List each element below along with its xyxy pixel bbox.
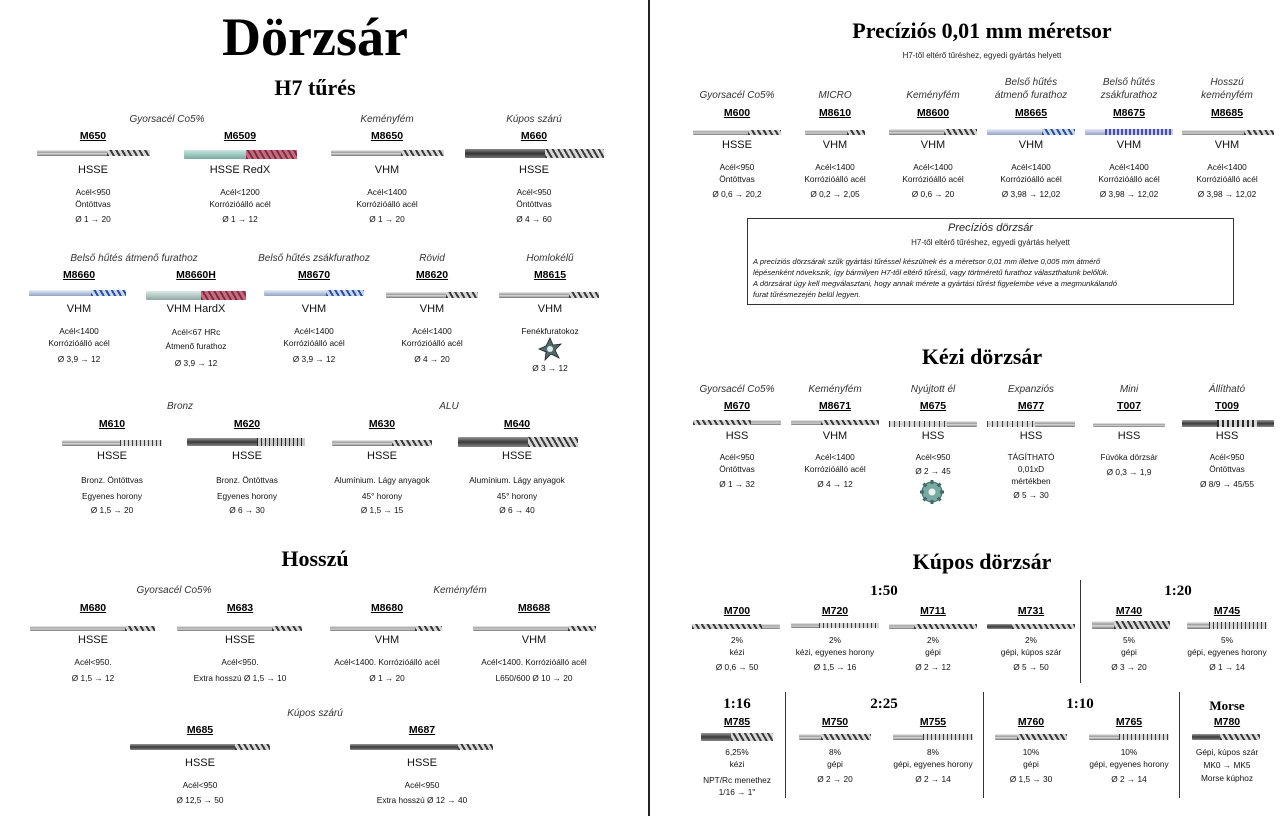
- description: 2% gépi, kúpos szár: [1000, 635, 1062, 657]
- description: Bronz. Öntöttvas Egyenes horony: [216, 475, 278, 501]
- material-label: VHM: [374, 634, 400, 646]
- diameter-range: Ø 12,5 → 50: [176, 795, 224, 805]
- material-label: HSSE: [367, 450, 397, 462]
- ratio-1-20: 1:20: [1164, 583, 1192, 599]
- reamer-image: [987, 129, 1075, 135]
- hand-reamer-heading: Kézi dörzsár: [921, 344, 1043, 369]
- category-label: Kúpos szárú: [506, 114, 562, 125]
- reamer-image: [332, 440, 432, 446]
- gear-icon: [918, 479, 946, 505]
- description: 10% gépi: [1022, 747, 1040, 769]
- product-code-m8685[interactable]: M8685: [1210, 107, 1244, 119]
- product-code-m640[interactable]: M640: [503, 418, 531, 430]
- material-label: HSSE: [232, 450, 262, 462]
- product-code-m765[interactable]: M765: [1115, 716, 1143, 728]
- material-label: HSS: [1019, 430, 1043, 442]
- description: TÁGÍTHATÓ 0,01xD mértékben: [1007, 452, 1055, 486]
- diameter-range: Ø 3,98 → 12,02: [1197, 189, 1257, 199]
- description: Acél<950.: [74, 657, 112, 667]
- diameter-range: L650/600 Ø 10 → 20: [495, 673, 573, 683]
- product-code-m683[interactable]: M683: [226, 602, 254, 614]
- reamer-image: [1182, 420, 1274, 427]
- category-label: MICRO: [818, 90, 852, 101]
- taper-reamer-heading: Kúpos dörzsár: [912, 549, 1052, 574]
- description: Acél<1400 Korrózióálló acél: [804, 162, 866, 184]
- product-code-m8670[interactable]: M8670: [297, 269, 331, 281]
- description: Acél<1400 Korrózióálló acél: [1000, 162, 1062, 184]
- reamer-image: [465, 149, 604, 158]
- diameter-range: Ø 3 → 12: [532, 363, 568, 373]
- category-label: Hosszú keményfém: [1201, 77, 1253, 101]
- description: 5% gépi: [1121, 635, 1137, 657]
- note-title: Precíziós dörzsár: [948, 222, 1033, 234]
- reamer-image: [177, 626, 302, 631]
- diameter-range: Ø 4 → 20: [414, 354, 450, 364]
- reamer-image: [37, 150, 150, 156]
- category-label: Belső hűtés zsákfurathoz: [1100, 77, 1158, 101]
- precision-subtitle: H7-től eltérő tűréshez, egyedi gyártás helyett: [902, 51, 1062, 60]
- description: 8% gépi, egyenes horony: [893, 747, 973, 769]
- material-label: HSSE: [225, 634, 255, 646]
- reamer-image: [473, 626, 596, 631]
- page-title: Dörzsár: [222, 7, 408, 67]
- description: Acél<950 Öntöttvas: [719, 452, 755, 474]
- reamer-image: [146, 291, 246, 300]
- taper-reamer-image: [1092, 621, 1170, 629]
- category-label: Kúpos szárú: [287, 708, 343, 719]
- category-label: Állítható: [1208, 384, 1246, 395]
- note-text: A precíziós dörzsárak szűk gyártási tűréssel készülnek és a méretsor 0,01 mm illetve 0,005 mm átmérő lépésenként növekszik, így bármilyen H7-től eltérő tűrésű, vagy törtméretű furathoz választhatunk belőlük. A dörzsárat úgy kell megválasztani, hogy annak mérete a gyártási tűrést figyelembe véve a megmunkálandó furat tűrésmezején belül legyen.: [753, 257, 1117, 299]
- product-code-m685[interactable]: M685: [186, 724, 214, 736]
- category-label: Belső hűtés átmenő furathoz: [994, 77, 1068, 101]
- material-label: VHM: [1214, 139, 1240, 151]
- product-code-m8660h[interactable]: M8660H: [176, 269, 216, 281]
- product-code-m670[interactable]: M670: [723, 400, 751, 412]
- reamer-image: [331, 150, 444, 156]
- material-label: VHM: [822, 430, 848, 442]
- diameter-range: Ø 1,5 → 20: [90, 505, 134, 515]
- category-label: Gyorsacél Co5%: [136, 585, 212, 596]
- product-code-m630[interactable]: M630: [368, 418, 396, 430]
- product-code-m731[interactable]: M731: [1017, 605, 1045, 617]
- diameter-range: Ø 1,5 → 16: [813, 662, 857, 672]
- product-code-m600[interactable]: M600: [723, 107, 751, 119]
- material-label: VHM: [537, 303, 563, 315]
- category-label: Expanziós: [1007, 384, 1055, 395]
- end-cutting-star-icon: [537, 337, 563, 361]
- category-label: Keményfém: [906, 90, 960, 101]
- diameter-range: Ø 5 → 30: [1013, 490, 1049, 500]
- reamer-image: [889, 421, 977, 427]
- description: 5% gépi, egyenes horony: [1187, 635, 1267, 657]
- product-code-m8610[interactable]: M8610: [818, 107, 852, 119]
- description: Alumínium. Lágy anyagok 45° horony: [469, 475, 565, 501]
- diameter-range: Ø 2 → 45: [915, 466, 951, 476]
- description: Acél<1200 Korrózióálló acél: [209, 187, 271, 209]
- description: Acél<1400. Korrózióálló acél: [334, 657, 440, 667]
- ratio-morse: Morse: [1209, 698, 1245, 713]
- taper-reamer-image: [893, 734, 973, 740]
- ratio-2-25: 2:25: [870, 696, 898, 712]
- diameter-range: Ø 0,6 → 50: [715, 662, 759, 672]
- material-label: VHM HardX: [166, 303, 226, 315]
- product-code-m755[interactable]: M755: [919, 716, 947, 728]
- category-label: Nyújtott él: [910, 384, 956, 395]
- product-code-m760[interactable]: M760: [1017, 716, 1045, 728]
- description: 6,25% kézi: [725, 747, 749, 769]
- diameter-range: Ø 0,2 → 2,05: [810, 189, 860, 199]
- product-code-m711[interactable]: M711: [920, 605, 946, 617]
- reamer-image: [386, 292, 478, 298]
- diameter-range: Extra hosszú Ø 1,5 → 10: [193, 673, 287, 683]
- taper-reamer-image: [1192, 734, 1260, 740]
- material-label: HSSE: [78, 164, 108, 176]
- long-heading: Hosszú: [281, 546, 349, 571]
- diameter-range: Ø 3,9 → 12: [292, 354, 336, 364]
- product-code-m785[interactable]: M785: [723, 716, 751, 728]
- reamer-image: [62, 440, 162, 446]
- product-code-m8660[interactable]: M8660: [62, 269, 96, 281]
- diameter-range: Ø 3,9 → 12: [174, 358, 218, 368]
- description: 8% gépi: [827, 747, 843, 769]
- description: Acél<1400 Korrózióálló acél: [401, 326, 463, 348]
- reamer-image: [1085, 129, 1173, 135]
- reamer-image: [184, 150, 297, 159]
- diameter-range: Extra hosszú Ø 12 → 40: [376, 795, 468, 805]
- reamer-image: [330, 626, 442, 631]
- diameter-range: Ø 0,6 → 20: [911, 189, 955, 199]
- taper-reamer-image: [995, 734, 1067, 740]
- product-code-m740[interactable]: M740: [1115, 605, 1143, 617]
- description: Acél<1400 Korrózióálló acél: [902, 162, 964, 184]
- diameter-range: Ø 0,6 → 20,2: [712, 189, 762, 199]
- material-label: HSSE: [407, 757, 437, 769]
- description: 2% kézi, egyenes horony: [795, 635, 875, 657]
- diameter-range: Ø 3,98 → 12,02: [1099, 189, 1159, 199]
- product-code-m8600[interactable]: M8600: [916, 107, 950, 119]
- description: Acél<1400. Korrózióálló acél: [481, 657, 587, 667]
- taper-reamer-image: [692, 624, 780, 629]
- product-code-m780[interactable]: M780: [1213, 716, 1241, 728]
- product-code-t007[interactable]: T007: [1117, 400, 1141, 412]
- description: Acél<67 HRc Átmenő furathoz: [165, 327, 227, 351]
- description: Fenékfuratokoz: [521, 326, 579, 336]
- product-code-m610[interactable]: M610: [98, 418, 126, 430]
- h7-heading: H7 tűrés: [274, 75, 356, 100]
- category-label: Keményfém: [808, 384, 862, 395]
- reamer-image: [458, 437, 578, 447]
- material-label: VHM: [419, 303, 445, 315]
- diameter-range: Ø 6 → 30: [229, 505, 265, 515]
- category-label: Keményfém: [433, 585, 487, 596]
- diameter-range: Ø 1 → 12: [222, 214, 258, 224]
- product-code-m675[interactable]: M675: [919, 400, 947, 412]
- category-label: Belső hűtés zsákfurathoz: [258, 253, 370, 264]
- reamer-image: [791, 420, 879, 425]
- diameter-range: Ø 1 → 20: [75, 214, 111, 224]
- product-code-m8665[interactable]: M8665: [1014, 107, 1048, 119]
- category-label: Mini: [1119, 384, 1139, 395]
- diameter-range: Ø 8/9 → 45/55: [1200, 479, 1254, 489]
- diameter-range: Ø 1,5 → 30: [1009, 774, 1053, 784]
- reamer-image: [499, 292, 599, 298]
- description: Acél<950 Öntöttvas: [75, 187, 111, 209]
- diameter-range: Ø 2 → 12: [915, 662, 951, 672]
- reamer-image: [29, 290, 126, 296]
- material-label: HSS: [1117, 430, 1141, 442]
- description: Acél<950: [404, 780, 440, 790]
- description: Alumínium. Lágy anyagok 45° horony: [334, 475, 430, 501]
- material-label: HSSE RedX: [209, 164, 271, 176]
- material-label: VHM: [822, 139, 848, 151]
- diameter-range: Ø 3 → 20: [1111, 662, 1147, 672]
- reamer-image: [350, 744, 493, 750]
- diameter-range: Ø 1,5 → 12: [71, 673, 115, 683]
- reamer-image: [889, 129, 977, 135]
- category-label: Gyorsacél Co5%: [699, 384, 775, 395]
- reamer-image: [805, 130, 865, 135]
- description: Acél<950: [915, 452, 951, 462]
- product-code-m700[interactable]: M700: [723, 605, 751, 617]
- material-label: HSSE: [97, 450, 127, 462]
- product-code-m6509[interactable]: M6509: [223, 130, 257, 142]
- product-code-m8680[interactable]: M8680: [370, 602, 404, 614]
- description: Acél<1400 Korrózióálló acél: [48, 326, 110, 348]
- material-label: VHM: [920, 139, 946, 151]
- description: Acél<1400 Korrózióálló acél: [283, 326, 345, 348]
- material-label: VHM: [521, 634, 547, 646]
- page-divider: [648, 0, 650, 816]
- product-code-t009[interactable]: T009: [1215, 400, 1239, 412]
- reamer-image: [264, 290, 364, 296]
- description: Fúvóka dörzsár: [1100, 452, 1158, 462]
- diameter-range: Ø 2 → 14: [915, 774, 951, 784]
- ratio-1-10: 1:10: [1066, 696, 1094, 712]
- reamer-image: [693, 420, 781, 425]
- diameter-range: Ø 2 → 14: [1111, 774, 1147, 784]
- diameter-range: Ø 6 → 40: [499, 505, 535, 515]
- taper-reamer-image: [701, 733, 773, 741]
- material-label: VHM: [374, 164, 400, 176]
- diameter-range: Ø 4 → 12: [817, 479, 853, 489]
- ratio-1-50: 1:50: [870, 583, 898, 599]
- description: Acél<950 Öntöttvas: [719, 162, 755, 184]
- diameter-range: Ø 5 → 50: [1013, 662, 1049, 672]
- note-subtitle: H7-től eltérő tűréshez, egyedi gyártás helyett: [911, 238, 1070, 247]
- taper-reamer-image: [1089, 734, 1169, 740]
- product-code-m680[interactable]: M680: [79, 602, 107, 614]
- product-code-m720[interactable]: M720: [821, 605, 849, 617]
- diameter-range: Ø 1 → 14: [1209, 662, 1245, 672]
- material-label: VHM: [1018, 139, 1044, 151]
- reamer-image: [1182, 130, 1274, 135]
- product-code-m750[interactable]: M750: [821, 716, 849, 728]
- product-code-m8650[interactable]: M8650: [370, 130, 404, 142]
- taper-reamer-image: [1187, 622, 1267, 629]
- material-label: VHM: [66, 303, 92, 315]
- diameter-range: Ø 1 → 20: [369, 673, 405, 683]
- reamer-image: [987, 421, 1075, 427]
- diameter-range: Ø 4 → 60: [516, 214, 552, 224]
- category-label: Homlokélű: [526, 253, 574, 264]
- description: 2% kézi: [729, 635, 745, 657]
- material-label: HSS: [725, 430, 749, 442]
- category-label: Keményfém: [360, 114, 414, 125]
- category-label: Rövid: [419, 253, 445, 264]
- taper-reamer-image: [791, 623, 879, 628]
- precision-note-box: [747, 218, 1234, 305]
- product-code-m8620[interactable]: M8620: [415, 269, 449, 281]
- product-code-m8688[interactable]: M8688: [517, 602, 551, 614]
- diameter-range: Ø 1 → 20: [369, 214, 405, 224]
- description: Acél<1400 Korrózióálló acél: [356, 187, 418, 209]
- product-code-m660[interactable]: M660: [520, 130, 548, 142]
- description: Acél<950 Öntöttvas: [1209, 452, 1245, 474]
- diameter-range: Ø 0,3 → 1,9: [1106, 467, 1152, 477]
- reamer-image: [693, 130, 781, 135]
- product-code-m8615[interactable]: M8615: [533, 269, 567, 281]
- diameter-range: NPT/Rc menethez 1/16 → 1": [703, 775, 771, 797]
- product-code-m687[interactable]: M687: [408, 724, 436, 736]
- precision-heading: Precíziós 0,01 mm méretsor: [852, 18, 1112, 43]
- category-label: Belső hűtés átmenő furathoz: [70, 253, 198, 264]
- description: Acél<1400 Korrózióálló acél: [1196, 162, 1258, 184]
- category-label: Gyorsacél Co5%: [699, 90, 775, 101]
- reamer-image: [187, 438, 305, 446]
- diameter-range: Ø 1 → 32: [719, 479, 755, 489]
- description: Bronz. Öntöttvas Egyenes horony: [81, 475, 143, 501]
- material-label: HSSE: [722, 139, 752, 151]
- product-code-m8671[interactable]: M8671: [818, 400, 852, 412]
- description: Acél<950: [182, 780, 218, 790]
- material-label: HSS: [1215, 430, 1239, 442]
- material-label: HSSE: [78, 634, 108, 646]
- diameter-range: Ø 2 → 20: [817, 774, 853, 784]
- material-label: VHM: [1116, 139, 1142, 151]
- description: 10% gépi, egyenes horony: [1089, 747, 1169, 769]
- reamer-image: [30, 626, 155, 631]
- category-label: Gyorsacél Co5%: [129, 114, 205, 125]
- material-label: VHM: [301, 303, 327, 315]
- product-code-m745[interactable]: M745: [1213, 605, 1241, 617]
- taper-reamer-image: [987, 624, 1075, 629]
- material-label: HSSE: [519, 164, 549, 176]
- ratio-1-16: 1:16: [723, 696, 751, 712]
- category-label: Bronz: [166, 401, 194, 412]
- reamer-image: [130, 744, 270, 750]
- category-label: ALU: [439, 401, 459, 412]
- material-label: HSSE: [502, 450, 532, 462]
- reamer-image: [1093, 423, 1165, 427]
- product-code-m650[interactable]: M650: [79, 130, 107, 142]
- description: 2% gépi: [925, 635, 941, 657]
- product-code-m677[interactable]: M677: [1017, 400, 1045, 412]
- description: Acél<950 Öntöttvas: [516, 187, 552, 209]
- taper-reamer-image: [799, 734, 871, 740]
- product-code-m8675[interactable]: M8675: [1112, 107, 1146, 119]
- diameter-range: Ø 3,98 → 12,02: [1001, 189, 1061, 199]
- description: Gépi, kúpos szár MK0 → MK5 Morse kúphoz: [1195, 747, 1259, 783]
- description: Acél<1400 Korrózióálló acél: [1098, 162, 1160, 184]
- taper-reamer-image: [889, 624, 977, 629]
- product-code-m620[interactable]: M620: [233, 418, 261, 430]
- description: Acél<950.: [221, 657, 259, 667]
- diameter-range: Ø 1,5 → 15: [360, 505, 404, 515]
- material-label: HSS: [921, 430, 945, 442]
- diameter-range: Ø 3,9 → 12: [57, 354, 101, 364]
- description: Acél<1400 Korrózióálló acél: [804, 452, 866, 474]
- material-label: HSSE: [185, 757, 215, 769]
